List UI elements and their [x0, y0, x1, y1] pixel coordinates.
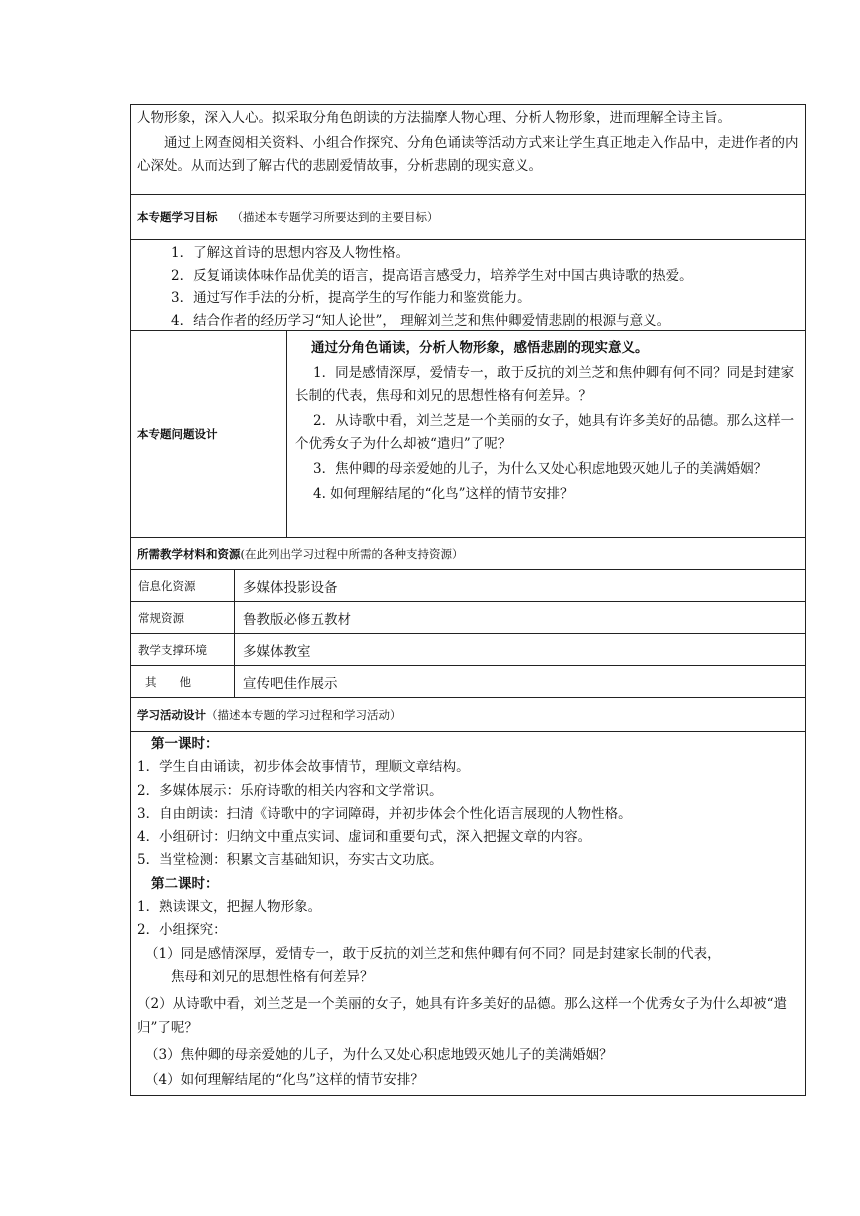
- goal-item: 2．反复诵读体味作品优美的语言，提高语言感受力，培养学生对中国古典诗歌的热爱。: [171, 267, 693, 284]
- lesson2-question-cont: 焦母和刘兄的思想性格有何差异？: [171, 968, 374, 985]
- question-item: 3．焦仲卿的母亲爱她的儿子，为什么又处心积虑地毁灭她儿子的美满婚姻？: [313, 461, 768, 477]
- goals-header: [131, 195, 805, 240]
- goal-item: 3．通过写作手法的分析，提高学生的写作能力和鉴赏能力。: [171, 290, 531, 306]
- resource-value: 鲁教版必修五教材: [243, 611, 351, 628]
- lesson2-question: （2）从诗歌中看，刘兰芝是一个美丽的女子，她具有许多美好的品德。那么这样一个优秀女子为什么却被“遣归”了呢？: [137, 996, 787, 1036]
- lesson2-item: 2．小组探究：: [137, 922, 227, 939]
- lesson2-item: 1．熟读课文，把握人物形象。: [137, 899, 322, 916]
- resource-label: 其 他: [131, 666, 235, 697]
- questions-heading: 通过分角色诵读，分析人物形象，感悟悲剧的现实意义。: [311, 340, 649, 356]
- activities-header-note: （描述本专题的学习过程和学习活动）: [206, 707, 402, 722]
- questions-content: [287, 331, 805, 537]
- lesson1-item: 3．自由朗读：扫清《诗歌中的字词障碍，并初步体会个性化语言展现的人物性格。: [137, 805, 632, 822]
- resource-value: 多媒体投影设备: [243, 579, 338, 596]
- activities-header-title: 学习活动设计: [137, 707, 206, 722]
- intro-line: 人物形象，深入人心。拟采取分角色朗读的方法揣摩人物心理、分析人物形象，进而理解全诗主旨。: [137, 110, 731, 126]
- resources-header-note: (在此列出学习过程中所需的各种支持资源）: [240, 546, 464, 561]
- question-item: 1．同是感情深厚，爱情专一，敢于反抗的刘兰芝和焦仲卿有何不同？同是封建家长制的代表，焦母和刘兄的思想性格有何差异。？: [295, 365, 795, 404]
- lesson-plan-table: [130, 104, 806, 1096]
- resource-label: 信息化资源: [131, 570, 235, 601]
- goals-header-note: （描述本专题学习所要达到的主要目标）: [231, 210, 439, 224]
- intro-paragraph: 通过上网查阅相关资料、小组合作探究、分角色诵读等活动方式来让学生真正地走入作品中，走进作者的内心深处。从而达到了解古代的悲剧爱情故事，分析悲剧的现实意义。: [137, 135, 799, 174]
- questions-section: [131, 331, 805, 538]
- resource-row: [131, 634, 805, 666]
- resource-value: 宣传吧佳作展示: [243, 675, 338, 692]
- resource-row: [131, 666, 805, 698]
- goal-item: 1．了解这首诗的思想内容及人物性格。: [171, 245, 410, 261]
- lesson1-item: 5．当堂检测：积累文言基础知识，夯实古文功底。: [137, 852, 443, 869]
- lesson2-question: （1）同是感情深厚，爱情专一，敢于反抗的刘兰芝和焦仲卿有何不同？同是封建家长制的代表，: [145, 945, 721, 962]
- lesson1-item: 2．多媒体展示：乐府诗歌的相关内容和文学常识。: [137, 782, 443, 799]
- activities-header: [131, 698, 805, 732]
- questions-label: 本专题问题设计: [131, 331, 287, 537]
- resources-header-title: 所需教学材料和资源: [137, 546, 241, 561]
- intro-section: [131, 105, 805, 195]
- resource-row: [131, 570, 805, 602]
- resources-header: [131, 538, 805, 570]
- lesson1-item: 1．学生自由诵读，初步体会故事情节，理顺文章结构。: [137, 759, 470, 776]
- goals-header-title: 本专题学习目标: [137, 210, 218, 224]
- question-item: 2．从诗歌中看，刘兰芝是一个美丽的女子，她具有许多美好的品德。那么这样一个优秀女子为什么却被“遣归”了呢？: [295, 413, 795, 452]
- lesson1-title: 第一课时：: [151, 736, 219, 752]
- lesson2-question: （4）如何理解结尾的“化鸟”这样的情节安排？: [145, 1072, 424, 1089]
- resource-label: 教学支撑环境: [131, 634, 235, 665]
- question-item: 4. 如何理解结尾的“化鸟”这样的情节安排？: [313, 486, 574, 502]
- lesson1-item: 4．小组研讨：归纳文中重点实词、虚词和重要句式，深入把握文章的内容。: [137, 829, 592, 846]
- goals-list: [131, 240, 805, 331]
- lesson2-title: 第二课时：: [151, 875, 219, 892]
- goal-item: 4．结合作者的经历学习“知人论世”， 理解刘兰芝和焦仲卿爱情悲剧的根源与意义。: [171, 312, 671, 329]
- resource-value: 多媒体教室: [243, 643, 311, 660]
- resource-label: 常规资源: [131, 602, 235, 633]
- lesson2-question: （3）焦仲卿的母亲爱她的儿子，为什么又处心积虑地毁灭她儿子的美满婚姻？: [145, 1046, 613, 1063]
- activities-section: [131, 732, 805, 1095]
- resource-row: [131, 602, 805, 634]
